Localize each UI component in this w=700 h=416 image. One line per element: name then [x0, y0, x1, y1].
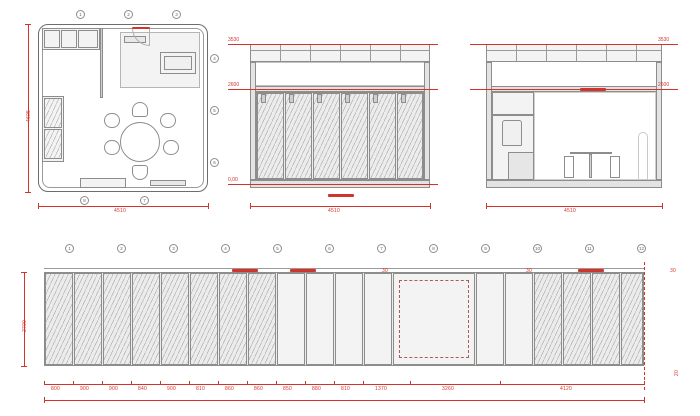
section-a-dim-tick-l	[250, 203, 251, 209]
elev-dim-v-tick-b	[21, 366, 27, 367]
elev-bubble-4[interactable]: 4	[221, 244, 230, 253]
long-elevation	[10, 244, 694, 412]
section-b-ceiling-grid-v1	[516, 44, 517, 62]
elev-panel-12	[364, 273, 392, 365]
plan-bubble-4[interactable]: 4	[210, 54, 219, 63]
section-a-dim-line	[250, 206, 430, 207]
elev-bubble-12[interactable]: 12	[638, 246, 644, 251]
plan-bubble-8[interactable]: 8	[80, 196, 89, 205]
section-a-panel-2	[285, 93, 312, 179]
elev-dim-860-b: 860	[254, 386, 263, 392]
elev-dim-900-b: 900	[109, 386, 118, 392]
elev-top-dim-2: 30	[526, 268, 532, 274]
section-b-dim-label: 4510	[564, 208, 576, 214]
elev-panel-17	[592, 273, 620, 365]
elev-dim-v-tick-t	[21, 272, 27, 273]
plan-wardrobe-hatch	[44, 98, 62, 128]
elev-tick-0	[44, 381, 45, 385]
plan-door-marker	[132, 27, 150, 29]
elev-bubble-5[interactable]: 5	[273, 244, 282, 253]
plan-bubble-2[interactable]: 2	[124, 10, 133, 19]
plan-bubble-1[interactable]: 1	[76, 10, 85, 19]
elev-panel-15	[534, 273, 562, 365]
elev-ref-line-right	[644, 262, 645, 390]
section-a-ceiling-grid-v4	[370, 44, 371, 62]
elev-bubble-11[interactable]: 11	[585, 244, 594, 253]
plan-counter-bottom	[80, 178, 126, 188]
elev-dim-900-c: 900	[167, 386, 176, 392]
section-a-level-000-line	[228, 184, 438, 185]
plan-dim-h-tick-l	[38, 203, 39, 209]
section-a-floor-marker	[328, 194, 354, 197]
elev-dim-850: 850	[283, 386, 292, 392]
elev-dim-840: 840	[138, 386, 147, 392]
section-a-upper-void	[250, 62, 430, 86]
elev-height-dim: 2700	[22, 320, 28, 332]
section-b-level-3530-line	[470, 44, 678, 45]
section-a-ceiling-grid-v2	[310, 44, 311, 62]
section-a-panel-5	[369, 93, 396, 179]
section-b-dim-tick-l	[486, 203, 487, 209]
elev-tick-14	[644, 381, 645, 385]
section-b-level-2600-line	[470, 89, 678, 90]
section-b-garment	[502, 120, 522, 146]
elev-dim-810-b: 810	[341, 386, 350, 392]
elev-tick-10	[334, 381, 335, 385]
section-a-ceiling-grid-v5	[400, 44, 401, 62]
elev-dim-810-a: 810	[196, 386, 205, 392]
plan-dining-table	[120, 122, 160, 162]
elev-panel-10	[306, 273, 334, 365]
elev-marker-2	[290, 269, 316, 272]
elev-tick-3	[131, 381, 132, 385]
section-b-floor	[486, 180, 662, 188]
section-a-left-jamb	[250, 62, 256, 180]
elev-bubble-2[interactable]: 2	[117, 244, 126, 253]
section-a-right-jamb	[424, 62, 430, 180]
elev-panel-5	[161, 273, 189, 365]
section-b-ceiling-grid-v2	[546, 44, 547, 62]
section-b-table-leg	[589, 154, 592, 178]
section-a-level-2600: 2600	[228, 82, 240, 88]
section-a-level-3530: 3530	[228, 37, 240, 43]
elev-overall-tick-l	[44, 397, 45, 403]
plan-kitchen-unit-1	[44, 30, 60, 48]
elev-dim-880: 880	[312, 386, 321, 392]
plan-wardrobe-hatch-2	[44, 129, 62, 159]
section-b-wardrobe-shelf	[492, 114, 534, 116]
elev-overall-tick-r	[644, 397, 645, 403]
elev-dim-vertical	[24, 272, 25, 366]
section-a-panel-1	[257, 93, 284, 179]
section-b-chair-right	[610, 156, 620, 178]
elev-dim-4120: 4120	[560, 386, 572, 392]
elev-dim-900-a: 900	[80, 386, 89, 392]
elev-dim-3260: 3260	[442, 386, 454, 392]
elev-panel-1	[45, 273, 73, 365]
section-a-ceiling-grid-v3	[340, 44, 341, 62]
section-b-ceiling-grid-v4	[606, 44, 607, 62]
floor-plan	[20, 10, 220, 214]
elev-overall-line	[44, 400, 644, 401]
elev-panel-18	[621, 273, 643, 365]
section-b-dim-tick-r	[662, 203, 663, 209]
elev-panel-11	[335, 273, 363, 365]
section-a-handle-3	[317, 94, 322, 103]
elev-dim-chain	[44, 384, 644, 385]
section-a-handle-5	[373, 94, 378, 103]
plan-chair-2	[160, 113, 176, 128]
plan-height-dim: 4605	[26, 110, 32, 122]
section-b-wardrobe-drawer	[508, 152, 534, 180]
elev-panel-6	[190, 273, 218, 365]
elev-panel-13	[476, 273, 504, 365]
elev-top-dim-3: 30	[670, 268, 676, 274]
elev-bubble-9[interactable]: 9	[481, 244, 490, 253]
elev-tick-12	[410, 381, 411, 385]
plan-chair-6	[104, 113, 120, 128]
elev-tick-5	[189, 381, 190, 385]
plan-dim-v-tick-bot	[25, 192, 31, 193]
elev-panel-8	[248, 273, 276, 365]
elev-bubble-10[interactable]: 10	[534, 246, 540, 251]
elev-top-line	[44, 268, 644, 269]
elev-tick-6	[218, 381, 219, 385]
section-a-panel-3	[313, 93, 340, 179]
section-b-right-wall	[656, 62, 662, 180]
elev-panel-3	[103, 273, 131, 365]
plan-chair-3	[163, 140, 179, 155]
elev-tick-4	[160, 381, 161, 385]
plan-chair-1	[132, 102, 148, 117]
elev-tick-1	[73, 381, 74, 385]
plan-bubble-6[interactable]: 6	[210, 158, 219, 167]
plan-dim-v-tick-top	[25, 24, 31, 25]
section-b-dim-line	[486, 206, 662, 207]
section-a-handle-2	[289, 94, 294, 103]
plan-dim-vertical	[28, 24, 29, 192]
plan-chair-5	[104, 140, 120, 155]
elev-tick-7	[247, 381, 248, 385]
elev-dim-800: 800	[51, 386, 60, 392]
elev-bubble-1[interactable]: 1	[65, 244, 74, 253]
elev-bubble-7[interactable]: 7	[377, 244, 386, 253]
section-a-level-3530-line	[228, 44, 438, 45]
elev-bubble-3[interactable]: 3	[169, 244, 178, 253]
section-b-ceiling-grid-v5	[636, 44, 637, 62]
elev-marker-3	[578, 269, 604, 272]
elev-side-dim: 20	[674, 370, 680, 376]
section-b-chair-left	[564, 156, 574, 178]
elev-niche-dashed	[399, 280, 469, 358]
plan-kitchen-unit-2	[61, 30, 77, 48]
section-a-panel-6	[397, 93, 423, 179]
section-a-level-2600-line	[228, 89, 438, 90]
section-a-ceiling-grid-v1	[280, 44, 281, 62]
elev-marker-1	[232, 269, 258, 272]
section-b	[468, 36, 680, 214]
section-a	[228, 36, 438, 214]
elev-panel-14	[505, 273, 533, 365]
plan-kitchen-unit-3	[78, 30, 98, 48]
elev-tick-8	[276, 381, 277, 385]
section-b-person-figure	[638, 132, 648, 180]
section-a-panel-4	[341, 93, 368, 179]
plan-partition	[100, 28, 103, 98]
elev-tick-9	[305, 381, 306, 385]
elev-bubble-6[interactable]: 6	[325, 244, 334, 253]
section-b-level-3530: 3530	[658, 37, 670, 43]
plan-bubble-7[interactable]: 7	[140, 196, 149, 205]
elev-tick-11	[363, 381, 364, 385]
elev-panel-9	[277, 273, 305, 365]
plan-bubble-5[interactable]: 5	[210, 106, 219, 115]
section-a-level-000: 0,00	[228, 177, 238, 183]
section-a-dim-label: 4510	[328, 208, 340, 214]
elev-panel-7	[219, 273, 247, 365]
plan-dim-horizontal	[38, 206, 208, 207]
elev-panel-2	[74, 273, 102, 365]
section-a-handle-1	[261, 94, 266, 103]
plan-sofa-cushion	[164, 56, 192, 70]
elev-bubble-8[interactable]: 8	[429, 244, 438, 253]
section-b-ceiling-grid-v3	[576, 44, 577, 62]
elev-dim-1370: 1370	[375, 386, 387, 392]
plan-dim-h-tick-r	[208, 203, 209, 209]
elev-tick-2	[102, 381, 103, 385]
elev-dim-860-a: 860	[225, 386, 234, 392]
elev-tick-13	[500, 381, 501, 385]
elev-panel-16	[563, 273, 591, 365]
section-a-dim-tick-r	[430, 203, 431, 209]
section-a-handle-6	[401, 94, 406, 103]
section-a-handle-4	[345, 94, 350, 103]
plan-width-dim: 4510	[114, 208, 126, 214]
plan-bubble-3[interactable]: 3	[172, 10, 181, 19]
elev-panel-4	[132, 273, 160, 365]
elev-top-dim-1: 30	[382, 268, 388, 274]
section-b-level-2600: 2600	[658, 82, 670, 88]
plan-counter-detail	[150, 180, 186, 186]
